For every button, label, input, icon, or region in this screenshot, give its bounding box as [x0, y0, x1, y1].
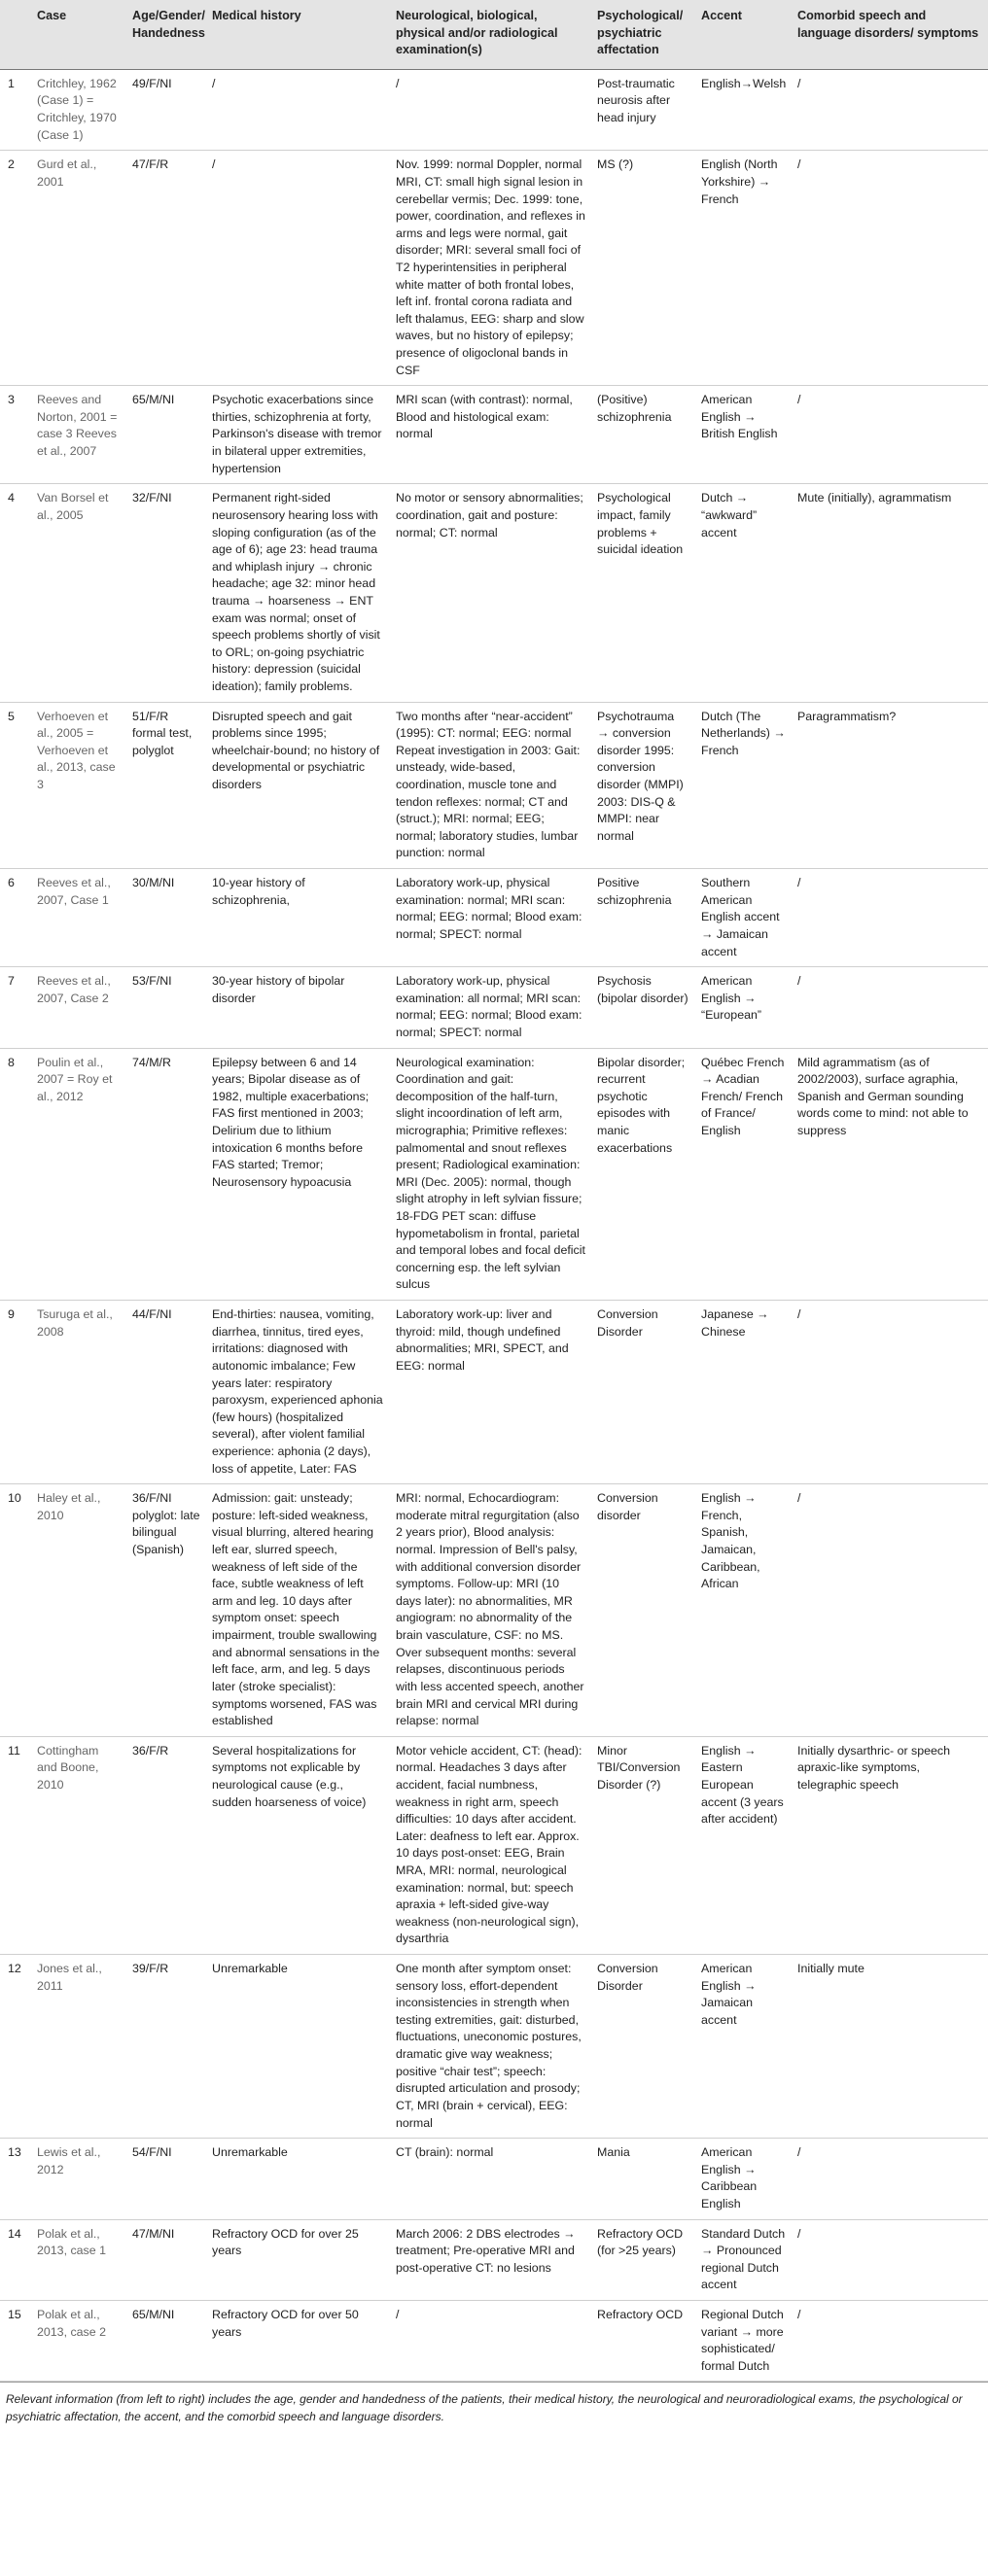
age-gender-handedness-cell: 36/F/R — [126, 1736, 206, 1954]
age-gender-handedness-cell: 53/F/NI — [126, 967, 206, 1048]
medical-history-cell: Unremarkable — [206, 2139, 390, 2219]
neurological-exam-cell: / — [390, 2301, 591, 2382]
psychiatric-affectation-cell: MS (?) — [591, 151, 695, 386]
header-medical-history: Medical history — [206, 0, 390, 69]
case-reference-cell: Van Borsel et al., 2005 — [31, 484, 126, 702]
age-gender-handedness-cell: 74/M/R — [126, 1048, 206, 1301]
case-number-cell: 3 — [0, 386, 31, 484]
neurological-exam-cell: One month after symptom onset: sensory loss, effort-dependent inconsistencies in strength when testing extremities, gait: disturbed, fluctuations, uneconomic postures, dramatic give way weakness; positive “chair test”; speech: disrupted articulation and prosody; CT, MRI (brain + cervical), EEG: normal — [390, 1955, 591, 2139]
header-number — [0, 0, 31, 69]
case-number-cell: 5 — [0, 702, 31, 868]
table-row — [0, 2219, 988, 2300]
medical-history-cell: 10-year history of schizophrenia, — [206, 869, 390, 967]
header-neurological-exam: Neurological, biological, physical and/or radiological examination(s) — [390, 0, 591, 69]
table-row — [0, 484, 988, 702]
accent-change-cell: Québec French → Acadian French/ French of France/ English — [695, 1048, 792, 1301]
table-row — [0, 967, 988, 1048]
case-number-cell: 10 — [0, 1484, 31, 1737]
case-number-cell: 2 — [0, 151, 31, 386]
case-reference-cell: Reeves et al., 2007, Case 2 — [31, 967, 126, 1048]
case-number-cell: 9 — [0, 1301, 31, 1484]
comorbid-disorders-cell: / — [792, 869, 988, 967]
age-gender-handedness-cell: 44/F/NI — [126, 1301, 206, 1484]
case-reference-cell: Lewis et al., 2012 — [31, 2139, 126, 2219]
case-reference-cell: Polak et al., 2013, case 1 — [31, 2219, 126, 2300]
neurological-exam-cell: MRI scan (with contrast): normal, Blood and histological exam: normal — [390, 386, 591, 484]
neurological-exam-cell: Two months after “near-accident” (1995): CT: normal; EEG: normal Repeat investigation in 2003: Gait: unsteady, wide-based, coordination, muscle tone and tendon reflexes: normal; CT and (struct.); MRI: normal; EEG; normal; laboratory studies, lumbar punction: normal — [390, 702, 591, 868]
age-gender-handedness-cell: 65/M/NI — [126, 386, 206, 484]
accent-change-cell: English→Welsh — [695, 69, 792, 150]
neurological-exam-cell: Motor vehicle accident, CT: (head): normal. Headaches 3 days after accident, facial numbness, weakness in right arm, speech difficulties: 10 days after accident. Later: deafness to left ear. Approx. 10 days post-onset: EEG, Brain MRA, MRI: normal, neurological examination: normal, but: speech apraxia + left-sided give-way weakness (non-neurological sign), dysarthria — [390, 1736, 591, 1954]
age-gender-handedness-cell: 65/M/NI — [126, 2301, 206, 2382]
neurological-exam-cell: / — [390, 69, 591, 150]
comorbid-disorders-cell: / — [792, 386, 988, 484]
case-number-cell: 13 — [0, 2139, 31, 2219]
table-row — [0, 1484, 988, 1737]
table-body — [0, 69, 988, 2382]
medical-history-cell: Permanent right-sided neurosensory hearing loss with sloping configuration (as of the age of 6); age 23: head trauma and whiplash injury → chronic headache; age 32: minor head trauma → hoarseness → ENT exam was normal; onset of speech problems shortly of visit to ORL; on-going psychiatric history: depression (suicidal ideation); family problems. — [206, 484, 390, 702]
table-row — [0, 386, 988, 484]
comorbid-disorders-cell: Initially dysarthric- or speech apraxic-like symptoms, telegraphic speech — [792, 1736, 988, 1954]
accent-change-cell: American English → Jamaican accent — [695, 1955, 792, 2139]
psychiatric-affectation-cell: Mania — [591, 2139, 695, 2219]
accent-change-cell: American English → Caribbean English — [695, 2139, 792, 2219]
accent-change-cell: English (North Yorkshire) → French — [695, 151, 792, 386]
neurological-exam-cell: Laboratory work-up, physical examination: all normal; MRI scan: normal; EEG: normal; Blood exam: normal; SPECT: normal — [390, 967, 591, 1048]
table-row — [0, 869, 988, 967]
medical-history-cell: 30-year history of bipolar disorder — [206, 967, 390, 1048]
accent-change-cell: Regional Dutch variant → more sophisticated/ formal Dutch — [695, 2301, 792, 2382]
accent-change-cell: Japanese → Chinese — [695, 1301, 792, 1484]
age-gender-handedness-cell: 30/M/NI — [126, 869, 206, 967]
table-row — [0, 702, 988, 868]
medical-history-cell: Several hospitalizations for symptoms not explicable by neurological cause (e.g., sudden hoarseness of voice) — [206, 1736, 390, 1954]
psychiatric-affectation-cell: Psychosis (bipolar disorder) — [591, 967, 695, 1048]
psychiatric-affectation-cell: (Positive) schizophrenia — [591, 386, 695, 484]
accent-change-cell: Dutch (The Netherlands) → French — [695, 702, 792, 868]
medical-history-cell: Epilepsy between 6 and 14 years; Bipolar disease as of 1982, multiple exacerbations; FAS first mentioned in 2003; Delirium due to lithium intoxication 6 months before FAS started; Tremor; Neurosensory hypoacusia — [206, 1048, 390, 1301]
case-number-cell: 15 — [0, 2301, 31, 2382]
neurological-exam-cell: Nov. 1999: normal Doppler, normal MRI, CT: small high signal lesion in cerebellar vermis; Dec. 1999: tone, power, coordination, and reflexes in arms and legs were normal, gait disorder; MRI: several small foci of T2 hyperintensities in peripheral white matter of both frontal lobes, left inf. frontal corona radiata and left thalamus, EEG: sharp and slow waves, but no history of epilepsy; presence of oligoclonal bands in CSF — [390, 151, 591, 386]
case-reference-cell: Tsuruga et al., 2008 — [31, 1301, 126, 1484]
psychiatric-affectation-cell: Conversion disorder — [591, 1484, 695, 1737]
psychiatric-affectation-cell: Bipolar disorder; recurrent psychotic episodes with manic exacerbations — [591, 1048, 695, 1301]
psychiatric-affectation-cell: Post-traumatic neurosis after head injury — [591, 69, 695, 150]
case-number-cell: 1 — [0, 69, 31, 150]
case-reference-cell: Gurd et al., 2001 — [31, 151, 126, 386]
table-row — [0, 1048, 988, 1301]
psychiatric-affectation-cell: Positive schizophrenia — [591, 869, 695, 967]
psychiatric-affectation-cell: Conversion Disorder — [591, 1955, 695, 2139]
case-number-cell: 6 — [0, 869, 31, 967]
table-row — [0, 2139, 988, 2219]
age-gender-handedness-cell: 36/F/NI polyglot: late bilingual (Spanish) — [126, 1484, 206, 1737]
age-gender-handedness-cell: 47/F/R — [126, 151, 206, 386]
case-reference-cell: Jones et al., 2011 — [31, 1955, 126, 2139]
age-gender-handedness-cell: 54/F/NI — [126, 2139, 206, 2219]
accent-change-cell: Southern American English accent → Jamaican accent — [695, 869, 792, 967]
table-row — [0, 1955, 988, 2139]
case-number-cell: 11 — [0, 1736, 31, 1954]
header-age-gender-handedness: Age/Gender/ Handedness — [126, 0, 206, 69]
medical-history-cell: Disrupted speech and gait problems since 1995; wheelchair-bound; no history of developmental or psychiatric disorders — [206, 702, 390, 868]
comorbid-disorders-cell: / — [792, 1484, 988, 1737]
accent-change-cell: American English → “European” — [695, 967, 792, 1048]
comorbid-disorders-cell: / — [792, 2219, 988, 2300]
psychiatric-affectation-cell: Minor TBI/Conversion Disorder (?) — [591, 1736, 695, 1954]
psychiatric-affectation-cell: Refractory OCD — [591, 2301, 695, 2382]
case-number-cell: 7 — [0, 967, 31, 1048]
case-reference-cell: Haley et al., 2010 — [31, 1484, 126, 1737]
medical-history-cell: Unremarkable — [206, 1955, 390, 2139]
age-gender-handedness-cell: 51/F/R formal test, polyglot — [126, 702, 206, 868]
comorbid-disorders-cell: / — [792, 1301, 988, 1484]
header-comorbid-disorders: Comorbid speech and language disorders/ symptoms — [792, 0, 988, 69]
table-row — [0, 1301, 988, 1484]
case-number-cell: 12 — [0, 1955, 31, 2139]
accent-change-cell: English → French, Spanish, Jamaican, Caribbean, African — [695, 1484, 792, 1737]
header-psychiatric-affectation: Psychological/ psychiatric affectation — [591, 0, 695, 69]
comorbid-disorders-cell: Paragrammatism? — [792, 702, 988, 868]
comorbid-disorders-cell: Mild agrammatism (as of 2002/2003), surface agraphia, Spanish and German sounding words come to mind: not able to suppress — [792, 1048, 988, 1301]
table-row — [0, 69, 988, 150]
neurological-exam-cell: MRI: normal, Echocardiogram: moderate mitral regurgitation (also 2 years prior), Blood analysis: normal. Impression of Bell's palsy, with additional conversion disorder symptoms. Follow-up: MRI (10 days later): no abnormalities, MR angiogram: no abnormality of the brain vasculature, CSF: no MS. Over subsequent months: several relapses, discontinuous periods with less accented speech, another brain MRI and cervical MRI during relapse: normal — [390, 1484, 591, 1737]
case-number-cell: 14 — [0, 2219, 31, 2300]
neurological-exam-cell: Neurological examination: Coordination and gait: decomposition of the half-turn, slight incoordination of left arm, micrographia; Primitive reflexes: palmomental and snout reflexes present; Radiological examination: MRI (Dec. 2005): normal, though slight atrophy in left sylvian fissure; 18-FDG PET scan: diffuse hypometabolism in frontal, parietal and temporal lobes and focal deficit concerning esp. the left sylvian sulcus — [390, 1048, 591, 1301]
case-reference-cell: Reeves and Norton, 2001 = case 3 Reeves et al., 2007 — [31, 386, 126, 484]
table-row — [0, 2301, 988, 2382]
psychiatric-affectation-cell: Psychotrauma → conversion disorder 1995: conversion disorder (MMPI) 2003: DIS-Q & MMPI: near normal — [591, 702, 695, 868]
case-number-cell: 8 — [0, 1048, 31, 1301]
comorbid-disorders-cell: / — [792, 2139, 988, 2219]
neurological-exam-cell: Laboratory work-up, physical examination: normal; MRI scan: normal; EEG: normal; Blood exam: normal; SPECT: normal — [390, 869, 591, 967]
medical-history-cell: End-thirties: nausea, vomiting, diarrhea, tinnitus, tired eyes, irritations: diagnosed with autonomic imbalance; Few years later: respiratory paroxysm, experienced aphonia (few hours) (hospitalized several), after violent familial experience: aphonia (2 days), loss of appetite, Later: FAS — [206, 1301, 390, 1484]
header-case: Case — [31, 0, 126, 69]
case-reference-cell: Reeves et al., 2007, Case 1 — [31, 869, 126, 967]
accent-change-cell: Standard Dutch → Pronounced regional Dutch accent — [695, 2219, 792, 2300]
header-accent: Accent — [695, 0, 792, 69]
comorbid-disorders-cell: / — [792, 69, 988, 150]
case-reference-cell: Cottingham and Boone, 2010 — [31, 1736, 126, 1954]
table-header — [0, 0, 988, 69]
psychiatric-affectation-cell: Refractory OCD (for >25 years) — [591, 2219, 695, 2300]
case-reference-cell: Verhoeven et al., 2005 = Verhoeven et al., 2013, case 3 — [31, 702, 126, 868]
table-caption: Relevant information (from left to right) includes the age, gender and handedness of the patients, their medical history, the neurological and neuroradiological exams, the psychological or psychiatric affectation, the accent, and the comorbid speech and language disorders. — [0, 2382, 988, 2425]
accent-change-cell: English → Eastern European accent (3 years after accident) — [695, 1736, 792, 1954]
accent-change-cell: American English → British English — [695, 386, 792, 484]
accent-change-cell: Dutch → “awkward” accent — [695, 484, 792, 702]
medical-history-cell: Admission: gait: unsteady; posture: left-sided weakness, visual blurring, altered hearing left ear, slurred speech, weakness of left side of the face, subtle weakness of left arm and leg. 10 days after symptom onset: speech impairment, trouble swallowing and abnormal sensations in the left face, arm, and leg. 5 days later (stroke specialist): symptoms worsened, FAS was established — [206, 1484, 390, 1737]
medical-history-cell: / — [206, 151, 390, 386]
age-gender-handedness-cell: 49/F/NI — [126, 69, 206, 150]
psychiatric-affectation-cell: Conversion Disorder — [591, 1301, 695, 1484]
age-gender-handedness-cell: 39/F/R — [126, 1955, 206, 2139]
table-row — [0, 1736, 988, 1954]
case-number-cell: 4 — [0, 484, 31, 702]
case-reference-cell: Poulin et al., 2007 = Roy et al., 2012 — [31, 1048, 126, 1301]
comorbid-disorders-cell: / — [792, 151, 988, 386]
neurological-exam-cell: March 2006: 2 DBS electrodes → treatment; Pre-operative MRI and post-operative CT: no lesions — [390, 2219, 591, 2300]
comorbid-disorders-cell: Mute (initially), agrammatism — [792, 484, 988, 702]
comorbid-disorders-cell: / — [792, 2301, 988, 2382]
age-gender-handedness-cell: 32/F/NI — [126, 484, 206, 702]
age-gender-handedness-cell: 47/M/NI — [126, 2219, 206, 2300]
medical-history-cell: Refractory OCD for over 25 years — [206, 2219, 390, 2300]
table-row — [0, 151, 988, 386]
comorbid-disorders-cell: / — [792, 967, 988, 1048]
psychiatric-affectation-cell: Psychological impact, family problems + suicidal ideation — [591, 484, 695, 702]
case-reference-cell: Polak et al., 2013, case 2 — [31, 2301, 126, 2382]
neurological-exam-cell: No motor or sensory abnormalities; coordination, gait and posture: normal; CT: normal — [390, 484, 591, 702]
neurological-exam-cell: CT (brain): normal — [390, 2139, 591, 2219]
neurological-exam-cell: Laboratory work-up: liver and thyroid: mild, though undefined abnormalities; MRI, SPECT, and EEG: normal — [390, 1301, 591, 1484]
comorbid-disorders-cell: Initially mute — [792, 1955, 988, 2139]
medical-history-cell: / — [206, 69, 390, 150]
case-reference-cell: Critchley, 1962 (Case 1) = Critchley, 1970 (Case 1) — [31, 69, 126, 150]
medical-history-cell: Refractory OCD for over 50 years — [206, 2301, 390, 2382]
header-row — [0, 0, 988, 69]
medical-history-cell: Psychotic exacerbations since thirties, schizophrenia at forty, Parkinson's disease with tremor in bilateral upper extremities, hypertension — [206, 386, 390, 484]
